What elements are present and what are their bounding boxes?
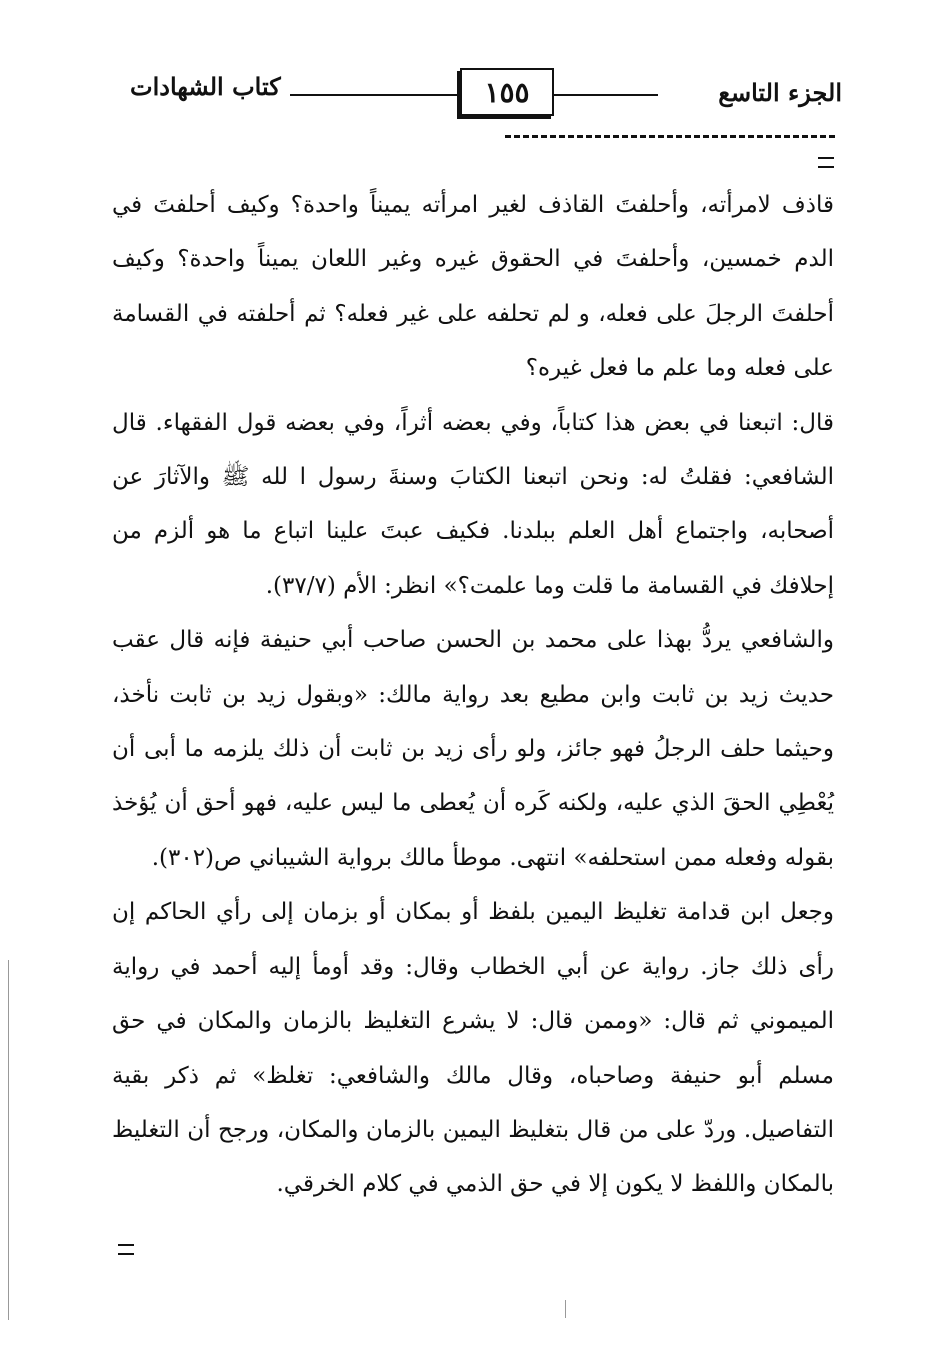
- book-title: كتاب الشهادات: [130, 72, 281, 101]
- part-label: الجزء التاسع: [718, 78, 842, 107]
- paragraph: قال: اتبعنا في بعض هذا كتاباً، وفي بعضه أثراً، وفي بعضه قول الفقهاء. قال الشافعي: فقلتُ له: ونحن اتبعنا الكتابَ وسنةَ رسول ا لله ﷺ والآثارَ عن أصحابه، واجتماع أهل العلم ببلدنا. فكيف عبتَ علينا اتباع ما هو ألزم من إحلافك في القسامة ما قلت وما علمت؟» انظر: الأم (٣٧/٧).: [112, 409, 834, 599]
- body-text: [112, 178, 834, 1212]
- scan-margin-line: [8, 960, 9, 1320]
- paragraph: والشافعي يردُّ بهذا على محمد بن الحسن صاحب أبي حنيفة فإنه قال عقب حديث زيد بن ثابت وابن مطيع بعد رواية مالك: «وبقول زيد بن ثابت نأخذ، وحيثما حلف الرجلُ فهو جائز، ولو رأى زيد بن ثابت أن ذلك يلزمه ما أبى أن يُعْطِي الحقَ الذي عليه، ولكنه كَره أن يُعطى ما ليس عليه، فهو أحق أن يُؤخذ بقوله وفعله ممن استحلفه» انتهى. موطأ مالك برواية الشيباني ص(٣٠٢).: [112, 627, 834, 871]
- page-number: ١٥٥: [484, 75, 530, 109]
- header-dashed-divider: [505, 135, 835, 138]
- paragraph: وجعل ابن قدامة تغليظ اليمين بلفظ أو بمكان أو بزمان إلى رأي الحاكم إن رأى ذلك جاز. رواية عن أبي الخطاب وقال: وقد أومأ إليه أحمد في رواية الميموني ثم قال: «وممن قال: لا يشرع التغليظ بالزمان والمكان في حق مسلم أبو حنيفة وصاحباه، وقال مالك والشافعي: تغلظ» ثم ذكر بقية التفاصيل. وردّ على من قال بتغليظ اليمين بالزمان والمكان، ورجح أن التغليظ بالمكان واللفظ لا يكون إلا في حق الذمي في كلام الخرقي.: [112, 899, 834, 1198]
- section-mark-bottom: [118, 1244, 134, 1255]
- page-number-box: [460, 68, 554, 116]
- section-mark-top: [818, 157, 834, 168]
- running-header: [130, 60, 842, 120]
- paragraph: قاذف لامرأته، وأحلفتَ القاذف لغير امرأته يميناً واحدة؟ وكيف أحلفتَ في الدم خمسين، وأحلفتَ في الحقوق غيره وغير اللعان يميناً واحدة؟ وكيف أحلفتَ الرجلَ على فعله، و لم تحلفه على غير فعله؟ ثم أحلفته في القسامة على فعله وما علم ما فعل غيره؟: [112, 192, 834, 382]
- scan-speck: [565, 1300, 566, 1318]
